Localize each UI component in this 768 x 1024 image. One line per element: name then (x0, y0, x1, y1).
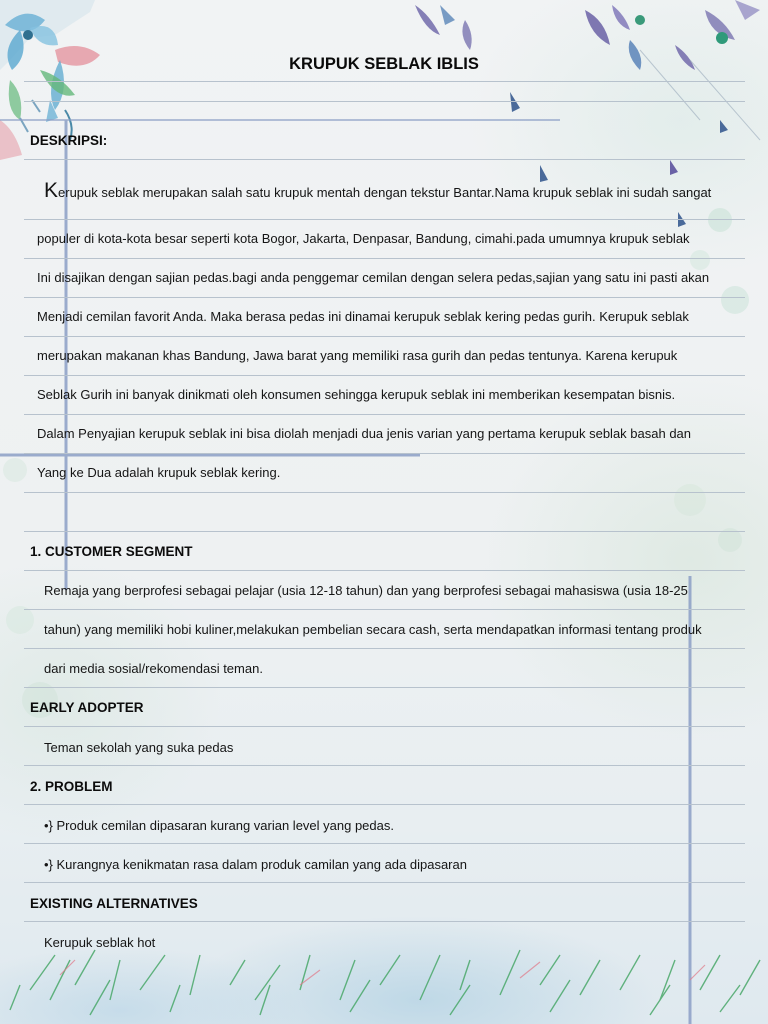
document-title: KRUPUK SEBLAK IBLIS (289, 55, 479, 73)
ruled-line (24, 882, 745, 883)
section-heading-early-adopter: EARLY ADOPTER (30, 700, 144, 715)
ruled-line (24, 336, 745, 337)
ruled-line (24, 531, 745, 532)
ruled-line (24, 765, 745, 766)
paragraph-line: merupakan makanan khas Bandung, Jawa barat yang memiliki rasa gurih dan pedas tentunya. Karena kerupuk (37, 348, 678, 363)
ruled-line (24, 414, 745, 415)
ruled-line (24, 453, 745, 454)
frame-lines (0, 120, 690, 1024)
section-heading-customer-segment: 1. CUSTOMER SEGMENT (30, 544, 193, 559)
ruled-line (24, 101, 745, 102)
ruled-line (24, 570, 745, 571)
list-item: •} Kurangnya kenikmatan rasa dalam produk camilan yang ada dipasaran (44, 857, 467, 872)
paragraph-line: Remaja yang berprofesi sebagai pelajar (usia 12-18 tahun) dan yang berprofesi sebagai mahasiswa (usia 18-25 (44, 583, 688, 598)
paragraph-line: Dalam Penyajian kerupuk seblak ini bisa diolah menjadi dua jenis varian yang pertama kerupuk seblak basah dan (37, 426, 692, 441)
ruled-line (24, 609, 745, 610)
ruled-line (24, 843, 745, 844)
ruled-line (24, 219, 745, 220)
paragraph-line: Teman sekolah yang suka pedas (44, 740, 234, 755)
drop-cap: K (44, 179, 59, 202)
paragraph-line: Kerupuk seblak hot (44, 935, 156, 950)
paragraph-line: Seblak Gurih ini banyak dinikmati oleh konsumen sehingga kerupuk seblak ini memberikan kesempatan bisnis. (37, 387, 676, 402)
paragraph-line: Yang ke Dua adalah krupuk seblak kering. (37, 465, 281, 480)
paragraph-line: Ini disajikan dengan sajian pedas.bagi anda penggemar cemilan dengan selera pedas,sajian yang satu ini pasti akan (37, 270, 710, 285)
ruled-line (24, 648, 745, 649)
paragraph-line: tahun) yang memiliki hobi kuliner,melakukan pembelian secara cash, serta mendapatkan informasi tentang produk (44, 622, 702, 637)
paragraph-line: Menjadi cemilan favorit Anda. Maka berasa pedas ini dinamai kerupuk seblak kering pedas gurih. Kerupuk seblak (37, 309, 689, 324)
paragraph-line: populer di kota-kota besar seperti kota Bogor, Jakarta, Denpasar, Bandung, cimahi.pada umumnya krupuk seblak (37, 231, 690, 246)
paragraph-line (44, 179, 712, 202)
section-heading-deskripsi: DESKRIPSI: (30, 133, 108, 148)
ruled-line (24, 687, 745, 688)
grass-decoration-accent (60, 960, 705, 985)
ruled-line (24, 258, 745, 259)
paragraph-line-text: erupuk seblak merupakan salah satu krupuk mentah dengan tekstur Bantar.Nama krupuk seblak ini sudah sangat (58, 185, 712, 200)
list-item: •} Produk cemilan dipasaran kurang varian level yang pedas. (44, 818, 394, 833)
section-heading-existing-alternatives: EXISTING ALTERNATIVES (30, 896, 198, 911)
paragraph-line: dari media sosial/rekomendasi teman. (44, 661, 263, 676)
ruled-line (24, 492, 745, 493)
ruled-line (24, 375, 745, 376)
ruled-line (24, 921, 745, 922)
ruled-line (24, 726, 745, 727)
ruled-line (24, 81, 745, 82)
grass-decoration (10, 950, 760, 1015)
ruled-line (24, 804, 745, 805)
ruled-line (24, 297, 745, 298)
ruled-line (24, 159, 745, 160)
section-heading-problem: 2. PROBLEM (30, 779, 113, 794)
